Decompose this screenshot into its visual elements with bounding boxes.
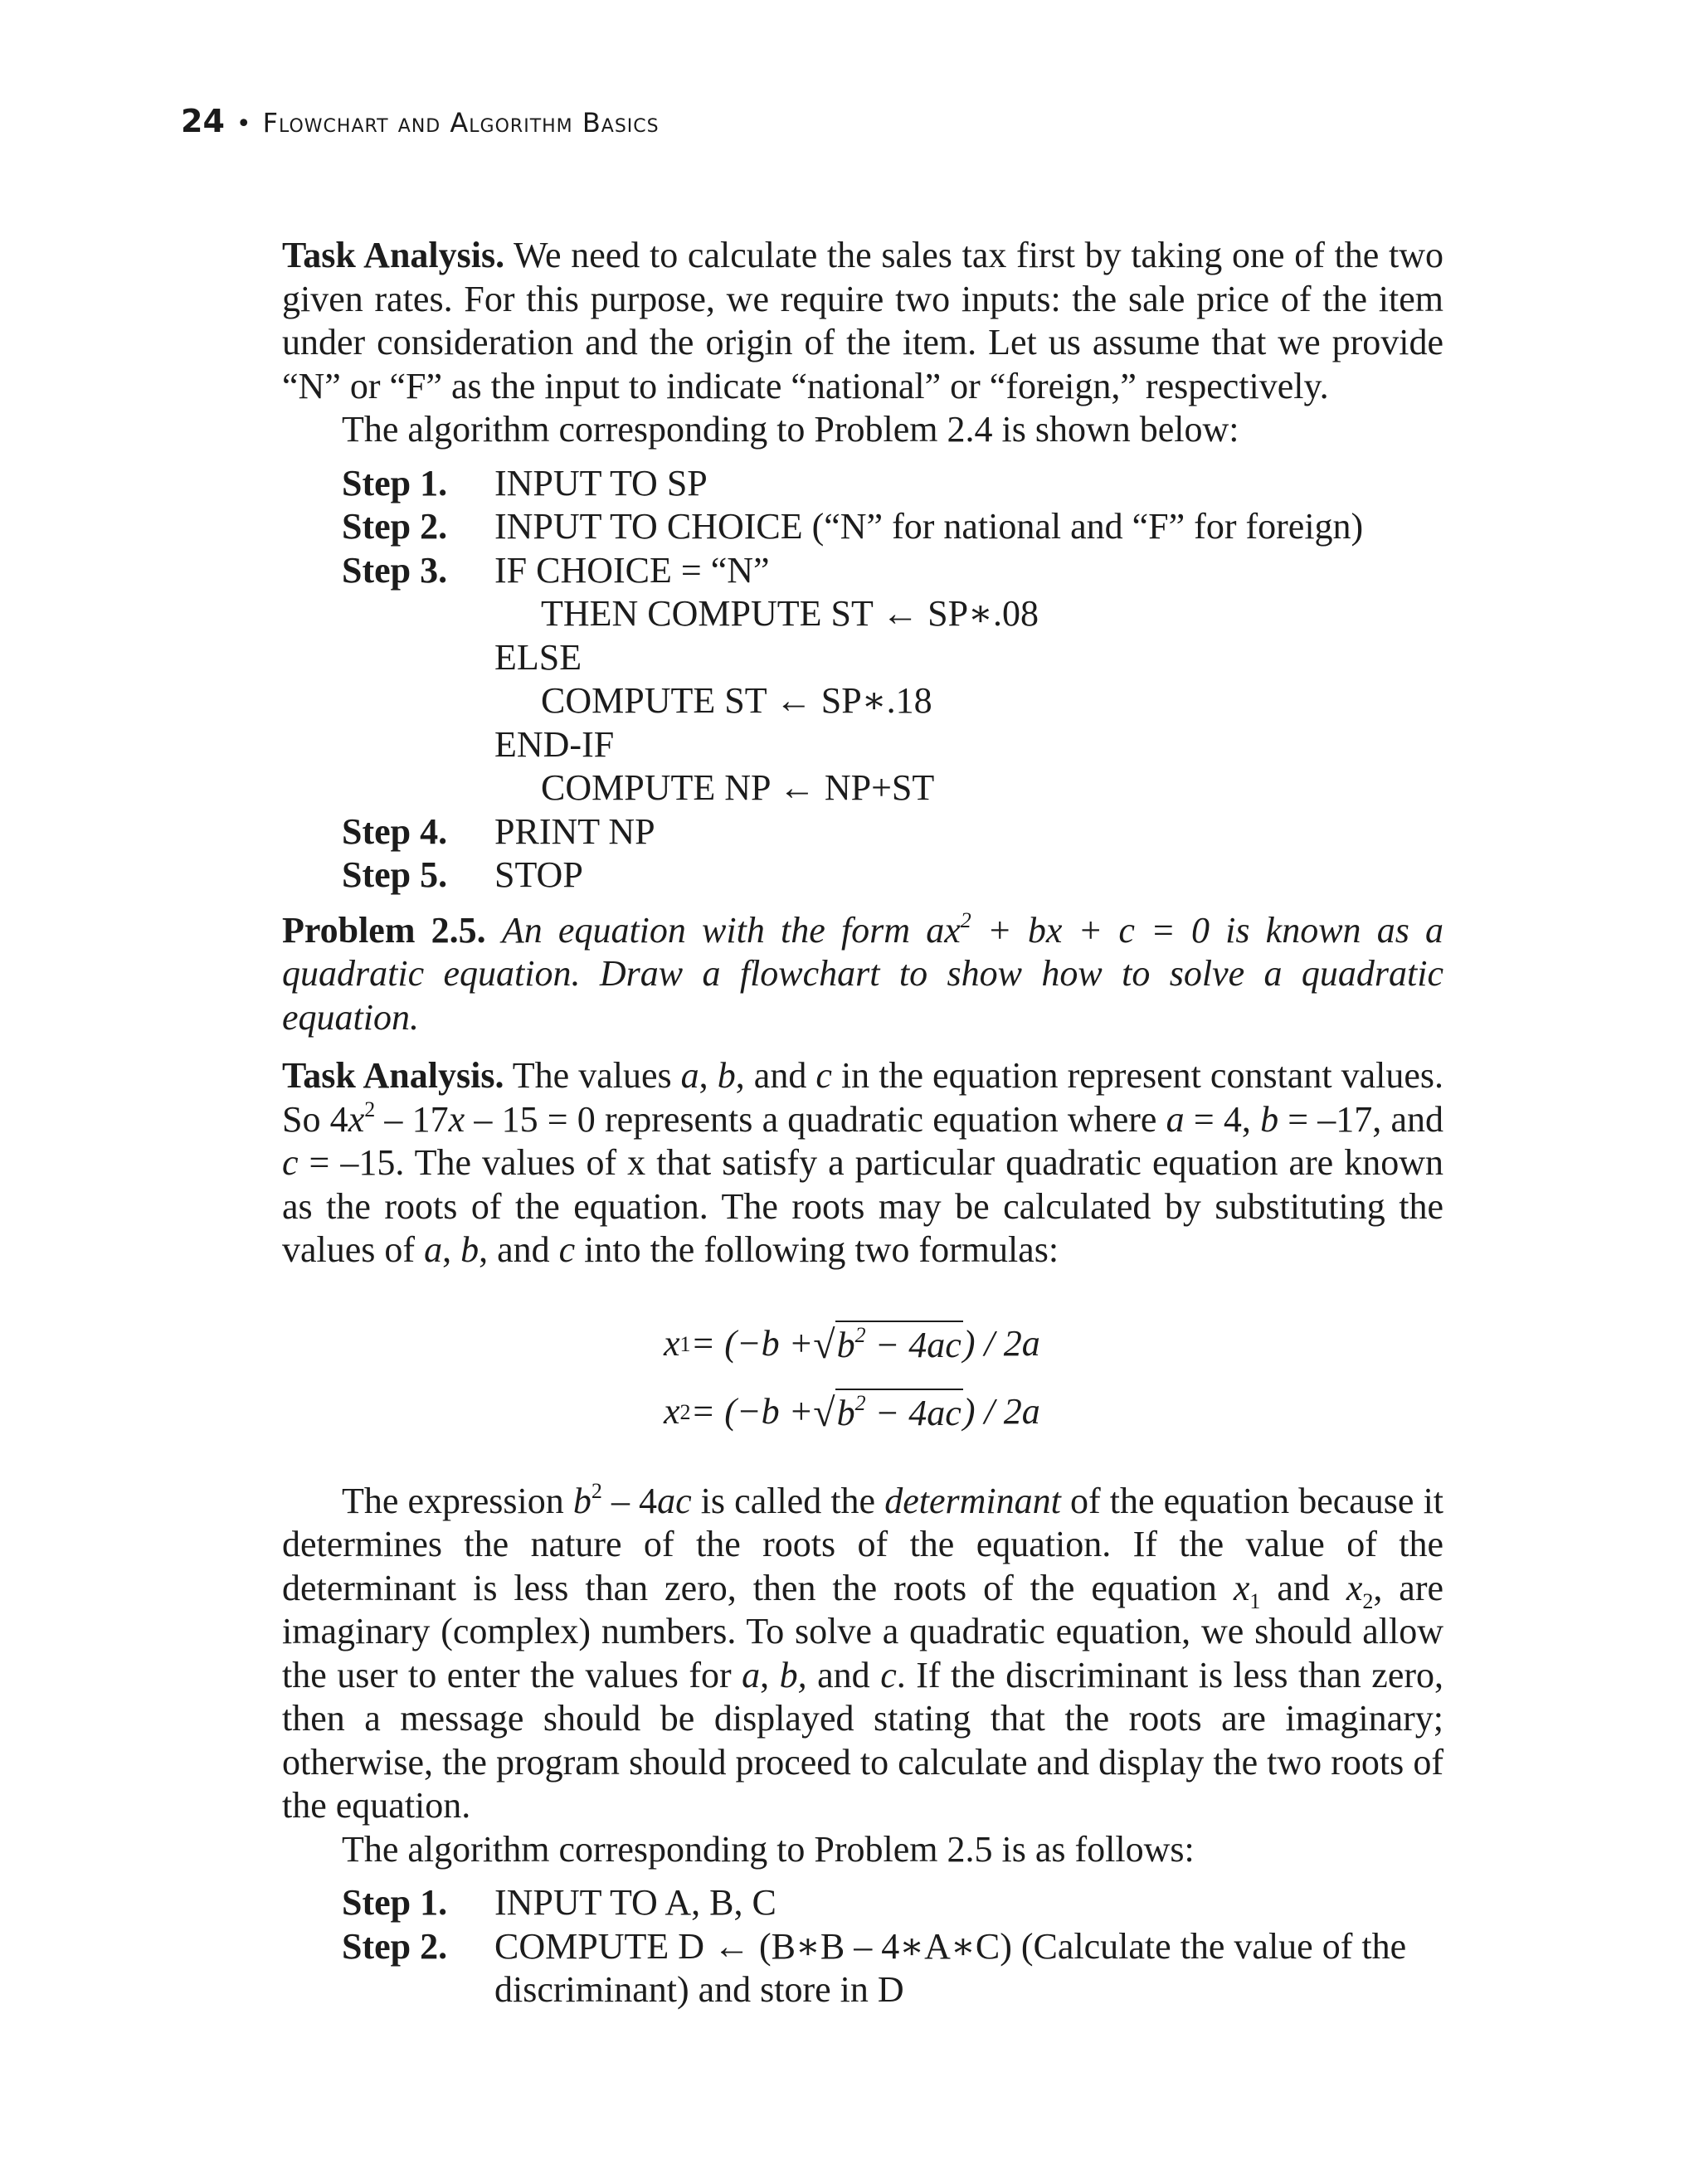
algo-step — [342, 505, 1443, 549]
formula-part: − 4ac — [865, 1325, 961, 1366]
task-analysis-paragraph-2 — [282, 1054, 1443, 1272]
text: = –17, and — [1278, 1098, 1444, 1140]
algo-step — [342, 810, 1443, 854]
var: a — [1166, 1098, 1185, 1140]
var: ac — [657, 1480, 692, 1521]
sqrt — [813, 1321, 963, 1368]
algo-step — [342, 549, 1443, 593]
var: x — [1233, 1567, 1250, 1608]
text: . If the discriminant is less than zero, then a message should be displayed stating that the roots are imaginary; otherwise, the program should proceed to calculate and display the two roots of the equation. — [282, 1654, 1444, 1826]
text: – 4 — [601, 1480, 658, 1521]
algo-else-compute-line: COMPUTE ST ← SP∗.18 — [541, 680, 932, 721]
superscript: 2 — [854, 1323, 866, 1348]
step-text: PRINT NP — [494, 810, 655, 852]
text: – 15 = 0 represents a quadratic equation where — [465, 1098, 1166, 1140]
task-analysis-heading: Task Analysis. — [282, 1055, 504, 1096]
step-label: Step 4. — [342, 810, 448, 852]
text: , and — [735, 1055, 816, 1096]
algo-then-line: THEN COMPUTE ST ← SP∗.08 — [541, 593, 1039, 634]
algo-step — [342, 1925, 1443, 2012]
formula-part: b — [836, 1393, 855, 1434]
superscript: 2 — [854, 1391, 866, 1416]
text: , and — [479, 1229, 559, 1270]
var: c — [558, 1229, 576, 1270]
radical-sign: √ — [813, 1323, 835, 1368]
step-text: INPUT TO SP — [494, 462, 708, 503]
text: , are imaginary (complex) numbers. To solve a quadratic equation, we should allow the user to enter the values for — [282, 1567, 1444, 1695]
step-text: INPUT TO CHOICE (“N” for national and “F” for foreign) — [494, 506, 1364, 547]
superscript: 2 — [960, 907, 971, 932]
text: of the equation because it determines the nature of the roots of the equation. If the value of the determinant is less than zero, then the roots of the equation — [282, 1480, 1444, 1608]
var: c — [282, 1142, 299, 1183]
text: is called the — [691, 1480, 885, 1521]
emphasis: determinant — [884, 1480, 1061, 1521]
var: a — [742, 1654, 761, 1695]
text: into the following two formulas: — [575, 1229, 1059, 1270]
algorithm-2-5 — [342, 1881, 1443, 2012]
algo-np-line: COMPUTE NP ← NP+ST — [541, 767, 935, 808]
running-header — [181, 103, 660, 139]
text: The expression — [342, 1480, 573, 1521]
root-formulas — [282, 1311, 1443, 1447]
step-label: Step 2. — [342, 506, 448, 547]
problem-2-5-statement — [282, 909, 1443, 1040]
step-text: STOP — [494, 854, 583, 895]
var: b — [572, 1480, 591, 1521]
step-label: Step 3. — [342, 549, 448, 591]
superscript: 2 — [591, 1478, 602, 1503]
var: b — [717, 1055, 736, 1096]
algo-step — [342, 462, 1443, 506]
step-label: Step 5. — [342, 854, 448, 895]
step-label: Step 1. — [342, 1882, 448, 1923]
task-analysis-paragraph-1 — [282, 234, 1443, 408]
algo-step — [342, 1881, 1443, 1925]
formula-x1: x 1 = (−b + √ $b^2 - 4ac$ ) / 2a — [664, 1311, 1443, 1379]
text: = –15. The values of x that satisfy a particular quadratic equation are known as the roots of the equation. The roots may be calculated by substituting the values of — [282, 1142, 1443, 1270]
algo-endif-line: END-IF — [494, 723, 615, 765]
formula-part: b — [836, 1325, 855, 1366]
var: x — [448, 1098, 465, 1140]
subscript: 2 — [1362, 1588, 1374, 1613]
text: = 4, — [1184, 1098, 1261, 1140]
step-text: IF CHOICE = “N” — [494, 549, 770, 591]
algo-else-line: ELSE — [494, 636, 582, 678]
text: and — [806, 1654, 881, 1695]
text: in the equation represent constant values. So 4 — [282, 1055, 1444, 1140]
formula-part: ) / 2a — [962, 1391, 1040, 1432]
problem-text-part: An equation with the form ax — [501, 909, 961, 951]
formula-x2: x 2 = (−b + √ $b^2 - 4ac$ ) / 2a — [664, 1379, 1443, 1447]
radical-sign: √ — [813, 1391, 835, 1436]
var: x — [1346, 1567, 1363, 1608]
var: a — [424, 1229, 443, 1270]
header-bullet: • — [236, 109, 251, 139]
algorithm-intro-2-4: The algorithm corresponding to Problem 2.4 is shown below: — [342, 409, 1239, 450]
step-text: INPUT TO A, B, C — [494, 1882, 776, 1923]
subscript: 1 — [1249, 1588, 1261, 1613]
var: c — [815, 1055, 832, 1096]
var: b — [460, 1229, 480, 1270]
var: b — [1260, 1098, 1279, 1140]
text: – 17 — [375, 1098, 449, 1140]
step-label: Step 1. — [342, 462, 448, 503]
step-text: COMPUTE D ← (B∗B – 4∗A∗C) (Calculate the value of the discriminant) and store in D — [494, 1925, 1407, 2010]
var: c — [880, 1654, 897, 1695]
formula-part: ) / 2a — [962, 1323, 1040, 1364]
sqrt — [813, 1389, 963, 1436]
algorithm-intro-2-5: The algorithm corresponding to Problem 2.5 is as follows: — [342, 1828, 1195, 1870]
formula-lhs: x — [664, 1323, 680, 1364]
determinant-paragraph — [282, 1480, 1443, 1828]
algo-step — [342, 854, 1443, 897]
text: , — [699, 1055, 718, 1096]
formula-part: = (−b + — [690, 1323, 814, 1364]
problem-text-part: + bx + c = 0 is known as a quadratic equation. Draw a flowchart to show how to solve a quadratic equation. — [282, 909, 1444, 1038]
radicand — [835, 1321, 963, 1368]
running-title: Flowchart and Algorithm Basics — [262, 107, 660, 139]
var: a — [680, 1055, 699, 1096]
formula-part: = (−b + — [690, 1391, 814, 1432]
page-body — [282, 234, 1443, 2024]
step-label: Step 2. — [342, 1925, 448, 1967]
problem-heading: Problem 2.5. — [282, 909, 486, 951]
paragraph-text: We need to calculate the sales tax first by taking one of the two given rates. For this purpose, we require two inputs: the sale price of the item under consideration and the origin of the item. Let us assume that we provide “N” or “F” as the input to indicate “national” or “foreign,” respectively. — [282, 235, 1444, 406]
spacer — [282, 1039, 1443, 1054]
page-number: 24 — [181, 103, 225, 139]
var: x — [348, 1098, 365, 1140]
text: , — [760, 1654, 780, 1695]
text: and — [1260, 1567, 1346, 1608]
text: , — [442, 1229, 461, 1270]
radicand — [835, 1389, 963, 1436]
text: The values — [504, 1055, 681, 1096]
algorithm-2-4 — [342, 462, 1443, 897]
superscript: 2 — [364, 1097, 376, 1121]
var: b, — [779, 1654, 807, 1695]
formula-part: − 4ac — [865, 1393, 961, 1434]
task-analysis-heading: Task Analysis. — [282, 235, 505, 275]
formula-lhs: x — [664, 1391, 680, 1432]
